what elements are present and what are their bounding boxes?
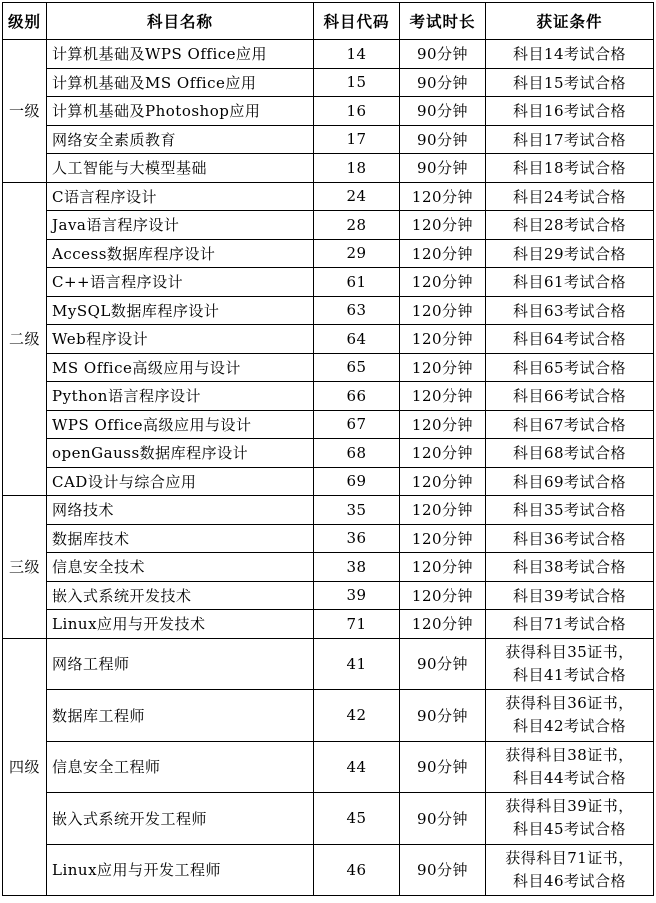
exam-duration-cell: 120分钟 <box>400 524 486 553</box>
table-row <box>3 325 654 354</box>
subject-code-cell: 65 <box>314 353 400 382</box>
subject-code-cell: 66 <box>314 382 400 411</box>
subject-name-cell: Access数据库程序设计 <box>47 239 314 268</box>
certification-condition-line: 科目71考试合格 <box>512 615 627 634</box>
exam-duration-cell: 90分钟 <box>400 125 486 154</box>
exam-subjects-table <box>2 2 654 896</box>
subject-code-cell: 14 <box>314 40 400 69</box>
table-row <box>3 638 654 690</box>
subject-name-cell: 计算机基础及MS Office应用 <box>47 68 314 97</box>
exam-duration-cell: 90分钟 <box>400 844 486 896</box>
table-row <box>3 610 654 639</box>
subject-name-cell: MySQL数据库程序设计 <box>47 296 314 325</box>
table-row <box>3 439 654 468</box>
certification-condition-line: 科目61考试合格 <box>512 273 627 292</box>
certification-condition-cell <box>486 439 654 468</box>
certification-condition-cell <box>486 325 654 354</box>
table-header-row <box>3 3 654 40</box>
subject-name-cell: 计算机基础及Photoshop应用 <box>47 97 314 126</box>
certification-condition-cell <box>486 268 654 297</box>
certification-condition-line: 获得科目36证书， <box>505 694 634 713</box>
certification-condition-cell <box>486 581 654 610</box>
table-row <box>3 268 654 297</box>
table-row <box>3 97 654 126</box>
exam-duration-cell: 120分钟 <box>400 496 486 525</box>
table-row <box>3 410 654 439</box>
subject-code-cell: 69 <box>314 467 400 496</box>
subject-name-cell: CAD设计与综合应用 <box>47 467 314 496</box>
certification-condition-line: 科目42考试合格 <box>512 717 627 736</box>
exam-duration-cell: 120分钟 <box>400 467 486 496</box>
table-row <box>3 496 654 525</box>
table-row <box>3 467 654 496</box>
exam-duration-cell: 90分钟 <box>400 638 486 690</box>
subject-name-cell: 嵌入式系统开发工程师 <box>47 793 314 845</box>
subject-code-cell: 38 <box>314 553 400 582</box>
certification-condition-line: 科目68考试合格 <box>512 444 627 463</box>
certification-condition-cell <box>486 610 654 639</box>
exam-duration-cell: 120分钟 <box>400 182 486 211</box>
exam-duration-cell: 90分钟 <box>400 154 486 183</box>
subject-code-cell: 35 <box>314 496 400 525</box>
certification-condition-cell <box>486 793 654 845</box>
subject-name-cell: openGauss数据库程序设计 <box>47 439 314 468</box>
certification-condition-line: 获得科目71证书， <box>505 848 634 867</box>
certification-condition-line: 科目41考试合格 <box>512 665 627 684</box>
table-row <box>3 741 654 793</box>
table-row <box>3 182 654 211</box>
subject-code-cell: 64 <box>314 325 400 354</box>
certification-condition-cell <box>486 690 654 742</box>
exam-duration-cell: 120分钟 <box>400 581 486 610</box>
table-body <box>3 40 654 896</box>
certification-condition-cell <box>486 40 654 69</box>
certification-condition-cell <box>486 211 654 240</box>
subject-name-cell: WPS Office高级应用与设计 <box>47 410 314 439</box>
certification-condition-cell <box>486 741 654 793</box>
certification-condition-line: 科目35考试合格 <box>512 501 627 520</box>
certification-condition-line: 获得科目38证书， <box>505 745 634 764</box>
exam-duration-cell: 120分钟 <box>400 296 486 325</box>
exam-duration-cell: 120分钟 <box>400 553 486 582</box>
certification-condition-cell <box>486 524 654 553</box>
table-row <box>3 553 654 582</box>
subject-name-cell: C语言程序设计 <box>47 182 314 211</box>
certification-condition-line: 科目38考试合格 <box>512 558 627 577</box>
table-row <box>3 68 654 97</box>
subject-name-cell: MS Office高级应用与设计 <box>47 353 314 382</box>
certification-condition-line: 科目18考试合格 <box>512 159 627 178</box>
subject-name-cell: Linux应用与开发工程师 <box>47 844 314 896</box>
level-cell: 三级 <box>3 496 47 639</box>
table-row <box>3 793 654 845</box>
certification-condition-line: 科目66考试合格 <box>512 387 627 406</box>
exam-duration-cell: 120分钟 <box>400 268 486 297</box>
level-cell: 四级 <box>3 638 47 896</box>
header-subject-name: 科目名称 <box>47 3 314 40</box>
subject-name-cell: Python语言程序设计 <box>47 382 314 411</box>
table-row <box>3 40 654 69</box>
certification-condition-cell <box>486 125 654 154</box>
subject-code-cell: 67 <box>314 410 400 439</box>
subject-code-cell: 28 <box>314 211 400 240</box>
exam-duration-cell: 120分钟 <box>400 211 486 240</box>
exam-duration-cell: 120分钟 <box>400 610 486 639</box>
exam-duration-cell: 90分钟 <box>400 68 486 97</box>
certification-condition-cell <box>486 844 654 896</box>
subject-name-cell: 人工智能与大模型基础 <box>47 154 314 183</box>
subject-code-cell: 24 <box>314 182 400 211</box>
subject-name-cell: Linux应用与开发技术 <box>47 610 314 639</box>
certification-condition-line: 科目29考试合格 <box>512 244 627 263</box>
subject-code-cell: 15 <box>314 68 400 97</box>
exam-duration-cell: 120分钟 <box>400 239 486 268</box>
subject-name-cell: 数据库工程师 <box>47 690 314 742</box>
certification-condition-line: 科目36考试合格 <box>512 529 627 548</box>
certification-condition-cell <box>486 239 654 268</box>
subject-code-cell: 18 <box>314 154 400 183</box>
subject-name-cell: 嵌入式系统开发技术 <box>47 581 314 610</box>
subject-name-cell: Web程序设计 <box>47 325 314 354</box>
certification-condition-line: 科目28考试合格 <box>512 216 627 235</box>
exam-duration-cell: 120分钟 <box>400 410 486 439</box>
certification-condition-cell <box>486 97 654 126</box>
exam-duration-cell: 120分钟 <box>400 439 486 468</box>
table-row <box>3 125 654 154</box>
subject-name-cell: 信息安全技术 <box>47 553 314 582</box>
certification-condition-line: 科目39考试合格 <box>512 586 627 605</box>
certification-condition-cell <box>486 410 654 439</box>
certification-condition-cell <box>486 353 654 382</box>
subject-code-cell: 29 <box>314 239 400 268</box>
table-row <box>3 239 654 268</box>
certification-condition-line: 科目69考试合格 <box>512 472 627 491</box>
subject-name-cell: Java语言程序设计 <box>47 211 314 240</box>
table-row <box>3 581 654 610</box>
exam-duration-cell: 90分钟 <box>400 97 486 126</box>
table-row <box>3 296 654 325</box>
subject-code-cell: 63 <box>314 296 400 325</box>
certification-condition-line: 获得科目35证书， <box>505 642 634 661</box>
certification-condition-line: 科目46考试合格 <box>512 871 627 890</box>
subject-code-cell: 41 <box>314 638 400 690</box>
table-row <box>3 211 654 240</box>
subject-name-cell: 网络技术 <box>47 496 314 525</box>
subject-code-cell: 68 <box>314 439 400 468</box>
subject-code-cell: 71 <box>314 610 400 639</box>
subject-name-cell: C++语言程序设计 <box>47 268 314 297</box>
exam-duration-cell: 120分钟 <box>400 353 486 382</box>
certification-condition-line: 科目67考试合格 <box>512 415 627 434</box>
certification-condition-line: 科目44考试合格 <box>512 768 627 787</box>
level-cell: 二级 <box>3 182 47 496</box>
subject-name-cell: 信息安全工程师 <box>47 741 314 793</box>
exam-duration-cell: 90分钟 <box>400 40 486 69</box>
certification-condition-line: 科目64考试合格 <box>512 330 627 349</box>
subject-name-cell: 网络安全素质教育 <box>47 125 314 154</box>
certification-condition-cell <box>486 296 654 325</box>
exam-duration-cell: 90分钟 <box>400 690 486 742</box>
header-exam-duration: 考试时长 <box>400 3 486 40</box>
certification-condition-line: 科目15考试合格 <box>512 73 627 92</box>
subject-code-cell: 61 <box>314 268 400 297</box>
certification-condition-line: 科目17考试合格 <box>512 130 627 149</box>
exam-duration-cell: 90分钟 <box>400 793 486 845</box>
header-level: 级别 <box>3 3 47 40</box>
subject-code-cell: 42 <box>314 690 400 742</box>
exam-duration-cell: 120分钟 <box>400 325 486 354</box>
table-row <box>3 690 654 742</box>
exam-duration-cell: 120分钟 <box>400 382 486 411</box>
certification-condition-cell <box>486 467 654 496</box>
certification-condition-cell <box>486 182 654 211</box>
exam-duration-cell: 90分钟 <box>400 741 486 793</box>
subject-name-cell: 网络工程师 <box>47 638 314 690</box>
subject-name-cell: 数据库技术 <box>47 524 314 553</box>
certification-condition-line: 科目14考试合格 <box>512 45 627 64</box>
certification-condition-line: 获得科目39证书， <box>505 797 634 816</box>
certification-condition-line: 科目45考试合格 <box>512 820 627 839</box>
header-certification-condition: 获证条件 <box>486 3 654 40</box>
table-row <box>3 353 654 382</box>
certification-condition-line: 科目65考试合格 <box>512 358 627 377</box>
certification-condition-cell <box>486 638 654 690</box>
table-row <box>3 844 654 896</box>
subject-code-cell: 36 <box>314 524 400 553</box>
table-row <box>3 154 654 183</box>
certification-condition-cell <box>486 382 654 411</box>
subject-code-cell: 45 <box>314 793 400 845</box>
certification-condition-line: 科目24考试合格 <box>512 187 627 206</box>
header-subject-code: 科目代码 <box>314 3 400 40</box>
level-cell: 一级 <box>3 40 47 183</box>
subject-code-cell: 44 <box>314 741 400 793</box>
subject-name-cell: 计算机基础及WPS Office应用 <box>47 40 314 69</box>
certification-condition-line: 科目63考试合格 <box>512 301 627 320</box>
table-row <box>3 382 654 411</box>
subject-code-cell: 46 <box>314 844 400 896</box>
certification-condition-cell <box>486 68 654 97</box>
certification-condition-cell <box>486 553 654 582</box>
subject-code-cell: 17 <box>314 125 400 154</box>
certification-condition-line: 科目16考试合格 <box>512 102 627 121</box>
subject-code-cell: 16 <box>314 97 400 126</box>
certification-condition-cell <box>486 496 654 525</box>
subject-code-cell: 39 <box>314 581 400 610</box>
certification-condition-cell <box>486 154 654 183</box>
table-row <box>3 524 654 553</box>
